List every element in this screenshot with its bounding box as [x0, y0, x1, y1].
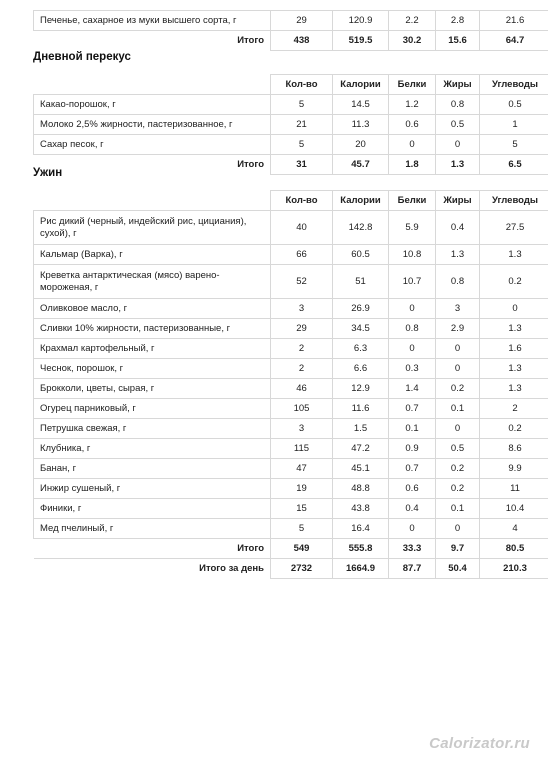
value-fat: 2.8: [436, 11, 480, 31]
value-carb: 0.2: [480, 265, 548, 299]
value-fat: 0.5: [436, 439, 480, 459]
table-row: [34, 11, 548, 31]
table-row: [34, 459, 548, 479]
value-cal: 1.5: [333, 419, 389, 439]
value-qty: 105: [271, 399, 333, 419]
value-qty: 66: [271, 245, 333, 265]
day-total-row: [34, 559, 548, 579]
total-cal: 519.5: [333, 31, 389, 51]
value-qty: 5: [271, 519, 333, 539]
header-protein: Белки: [389, 191, 436, 211]
value-fat: 0: [436, 519, 480, 539]
header-fat: Жиры: [436, 75, 480, 95]
total-label: Итого: [34, 31, 271, 51]
table-row: [34, 299, 548, 319]
value-fat: 0.5: [436, 115, 480, 135]
header-calories: Калории: [333, 75, 389, 95]
value-carb: 11: [480, 479, 548, 499]
value-qty: 52: [271, 265, 333, 299]
value-cal: 16.4: [333, 519, 389, 539]
food-name: Крахмал картофельный, г: [34, 339, 271, 359]
value-qty: 115: [271, 439, 333, 459]
value-prot: 0.4: [389, 499, 436, 519]
table-row: [34, 135, 548, 155]
value-fat: 0: [436, 135, 480, 155]
total-prot: 87.7: [389, 559, 436, 579]
food-name: Рис дикий (черный, индейский рис, цициания), сухой), г: [34, 211, 271, 245]
value-carb: 0.2: [480, 419, 548, 439]
value-cal: 6.6: [333, 359, 389, 379]
value-carb: 5: [480, 135, 548, 155]
value-fat: 2.9: [436, 319, 480, 339]
value-prot: 0.6: [389, 479, 436, 499]
value-fat: 0: [436, 419, 480, 439]
table-body: [34, 191, 548, 579]
value-cal: 120.9: [333, 11, 389, 31]
value-prot: 0.7: [389, 459, 436, 479]
value-carb: 0: [480, 299, 548, 319]
header-calories: Калории: [333, 191, 389, 211]
total-cal: 555.8: [333, 539, 389, 559]
value-cal: 60.5: [333, 245, 389, 265]
value-carb: 10.4: [480, 499, 548, 519]
meal-table-previous: [33, 10, 548, 51]
food-name: Петрушка свежая, г: [34, 419, 271, 439]
total-carb: 6.5: [480, 155, 548, 175]
value-cal: 12.9: [333, 379, 389, 399]
value-cal: 6.3: [333, 339, 389, 359]
header-carbs: Углеводы: [480, 75, 548, 95]
value-qty: 29: [271, 11, 333, 31]
table-row: [34, 499, 548, 519]
value-carb: 9.9: [480, 459, 548, 479]
food-name: Мед пчелиный, г: [34, 519, 271, 539]
value-prot: 10.8: [389, 245, 436, 265]
header-blank: [34, 191, 271, 211]
value-prot: 0: [389, 339, 436, 359]
food-name: Брокколи, цветы, сырая, г: [34, 379, 271, 399]
table-row: [34, 211, 548, 245]
total-prot: 1.8: [389, 155, 436, 175]
value-carb: 8.6: [480, 439, 548, 459]
table-row: [34, 115, 548, 135]
food-name: Инжир сушеный, г: [34, 479, 271, 499]
total-qty: 31: [271, 155, 333, 175]
total-qty: 549: [271, 539, 333, 559]
value-cal: 11.6: [333, 399, 389, 419]
value-carb: 4: [480, 519, 548, 539]
table-row: [34, 95, 548, 115]
table-row: [34, 319, 548, 339]
value-prot: 1.2: [389, 95, 436, 115]
total-carb: 64.7: [480, 31, 548, 51]
section-title-dinner: Ужин: [33, 167, 63, 179]
value-prot: 0.1: [389, 419, 436, 439]
food-name: Молоко 2,5% жирности, пастеризованное, г: [34, 115, 271, 135]
total-carb: 80.5: [480, 539, 548, 559]
total-label: Итого: [34, 155, 271, 175]
value-fat: 3: [436, 299, 480, 319]
total-fat: 1.3: [436, 155, 480, 175]
value-cal: 26.9: [333, 299, 389, 319]
food-name: Креветка антарктическая (мясо) варено-мороженая, г: [34, 265, 271, 299]
value-qty: 2: [271, 339, 333, 359]
table-row: [34, 479, 548, 499]
value-carb: 2: [480, 399, 548, 419]
header-qty: Кол-во: [271, 75, 333, 95]
total-carb: 210.3: [480, 559, 548, 579]
value-fat: 0.2: [436, 479, 480, 499]
header-qty: Кол-во: [271, 191, 333, 211]
table-row: [34, 419, 548, 439]
total-qty: 438: [271, 31, 333, 51]
food-name: Чеснок, порошок, г: [34, 359, 271, 379]
total-cal: 45.7: [333, 155, 389, 175]
value-cal: 14.5: [333, 95, 389, 115]
value-fat: 0: [436, 359, 480, 379]
value-fat: 0.1: [436, 399, 480, 419]
meal-table-snack: [33, 74, 548, 175]
value-qty: 3: [271, 419, 333, 439]
value-qty: 5: [271, 135, 333, 155]
value-prot: 0: [389, 135, 436, 155]
total-prot: 30.2: [389, 31, 436, 51]
total-row: [34, 155, 548, 175]
food-name: Какао-порошок, г: [34, 95, 271, 115]
food-name: Печенье, сахарное из муки высшего сорта, г: [34, 11, 271, 31]
total-fat: 9.7: [436, 539, 480, 559]
food-name: Клубника, г: [34, 439, 271, 459]
value-qty: 40: [271, 211, 333, 245]
value-carb: 1.3: [480, 319, 548, 339]
value-carb: 21.6: [480, 11, 548, 31]
total-fat: 50.4: [436, 559, 480, 579]
value-prot: 0.7: [389, 399, 436, 419]
table-row: [34, 339, 548, 359]
total-label: Итого за день: [34, 559, 271, 579]
meal-table-dinner: [33, 190, 548, 579]
value-fat: 0.8: [436, 265, 480, 299]
header-carbs: Углеводы: [480, 191, 548, 211]
food-name: Банан, г: [34, 459, 271, 479]
value-prot: 0: [389, 519, 436, 539]
value-fat: 0.4: [436, 211, 480, 245]
value-cal: 34.5: [333, 319, 389, 339]
total-cal: 1664.9: [333, 559, 389, 579]
total-label: Итого: [34, 539, 271, 559]
value-fat: 0.1: [436, 499, 480, 519]
value-qty: 47: [271, 459, 333, 479]
total-row: [34, 31, 548, 51]
table-header-row: [34, 75, 548, 95]
value-cal: 45.1: [333, 459, 389, 479]
value-prot: 0: [389, 299, 436, 319]
table-row: [34, 519, 548, 539]
value-fat: 1.3: [436, 245, 480, 265]
table-row: [34, 245, 548, 265]
header-blank: [34, 75, 271, 95]
value-fat: 0.2: [436, 379, 480, 399]
value-prot: 0.8: [389, 319, 436, 339]
table-row: [34, 359, 548, 379]
section-title-snack: Дневной перекус: [33, 51, 131, 63]
food-name: Сливки 10% жирности, пастеризованные, г: [34, 319, 271, 339]
value-qty: 2: [271, 359, 333, 379]
table-row: [34, 379, 548, 399]
value-carb: 1.3: [480, 245, 548, 265]
value-prot: 1.4: [389, 379, 436, 399]
value-prot: 5.9: [389, 211, 436, 245]
value-qty: 21: [271, 115, 333, 135]
total-row: [34, 539, 548, 559]
food-name: Кальмар (Варка), г: [34, 245, 271, 265]
total-qty: 2732: [271, 559, 333, 579]
value-qty: 46: [271, 379, 333, 399]
table-row: [34, 439, 548, 459]
value-prot: 0.6: [389, 115, 436, 135]
value-cal: 43.8: [333, 499, 389, 519]
value-qty: 19: [271, 479, 333, 499]
table-row: [34, 399, 548, 419]
value-qty: 29: [271, 319, 333, 339]
food-name: Сахар песок, г: [34, 135, 271, 155]
table-body: [34, 75, 548, 175]
value-fat: 0.2: [436, 459, 480, 479]
value-cal: 20: [333, 135, 389, 155]
food-name: Оливковое масло, г: [34, 299, 271, 319]
header-fat: Жиры: [436, 191, 480, 211]
value-qty: 5: [271, 95, 333, 115]
total-fat: 15.6: [436, 31, 480, 51]
food-name: Финики, г: [34, 499, 271, 519]
value-cal: 51: [333, 265, 389, 299]
food-name: Огурец парниковый, г: [34, 399, 271, 419]
value-carb: 1: [480, 115, 548, 135]
value-prot: 0.3: [389, 359, 436, 379]
table-header-row: [34, 191, 548, 211]
watermark-logo: Calorizator.ru: [429, 735, 530, 752]
value-carb: 27.5: [480, 211, 548, 245]
table-row: [34, 265, 548, 299]
value-fat: 0: [436, 339, 480, 359]
value-carb: 1.3: [480, 379, 548, 399]
value-prot: 2.2: [389, 11, 436, 31]
value-carb: 0.5: [480, 95, 548, 115]
value-cal: 48.8: [333, 479, 389, 499]
header-protein: Белки: [389, 75, 436, 95]
value-cal: 142.8: [333, 211, 389, 245]
value-carb: 1.3: [480, 359, 548, 379]
value-carb: 1.6: [480, 339, 548, 359]
value-cal: 11.3: [333, 115, 389, 135]
value-qty: 15: [271, 499, 333, 519]
value-cal: 47.2: [333, 439, 389, 459]
value-prot: 10.7: [389, 265, 436, 299]
value-prot: 0.9: [389, 439, 436, 459]
table-body: [34, 11, 548, 51]
value-qty: 3: [271, 299, 333, 319]
total-prot: 33.3: [389, 539, 436, 559]
value-fat: 0.8: [436, 95, 480, 115]
